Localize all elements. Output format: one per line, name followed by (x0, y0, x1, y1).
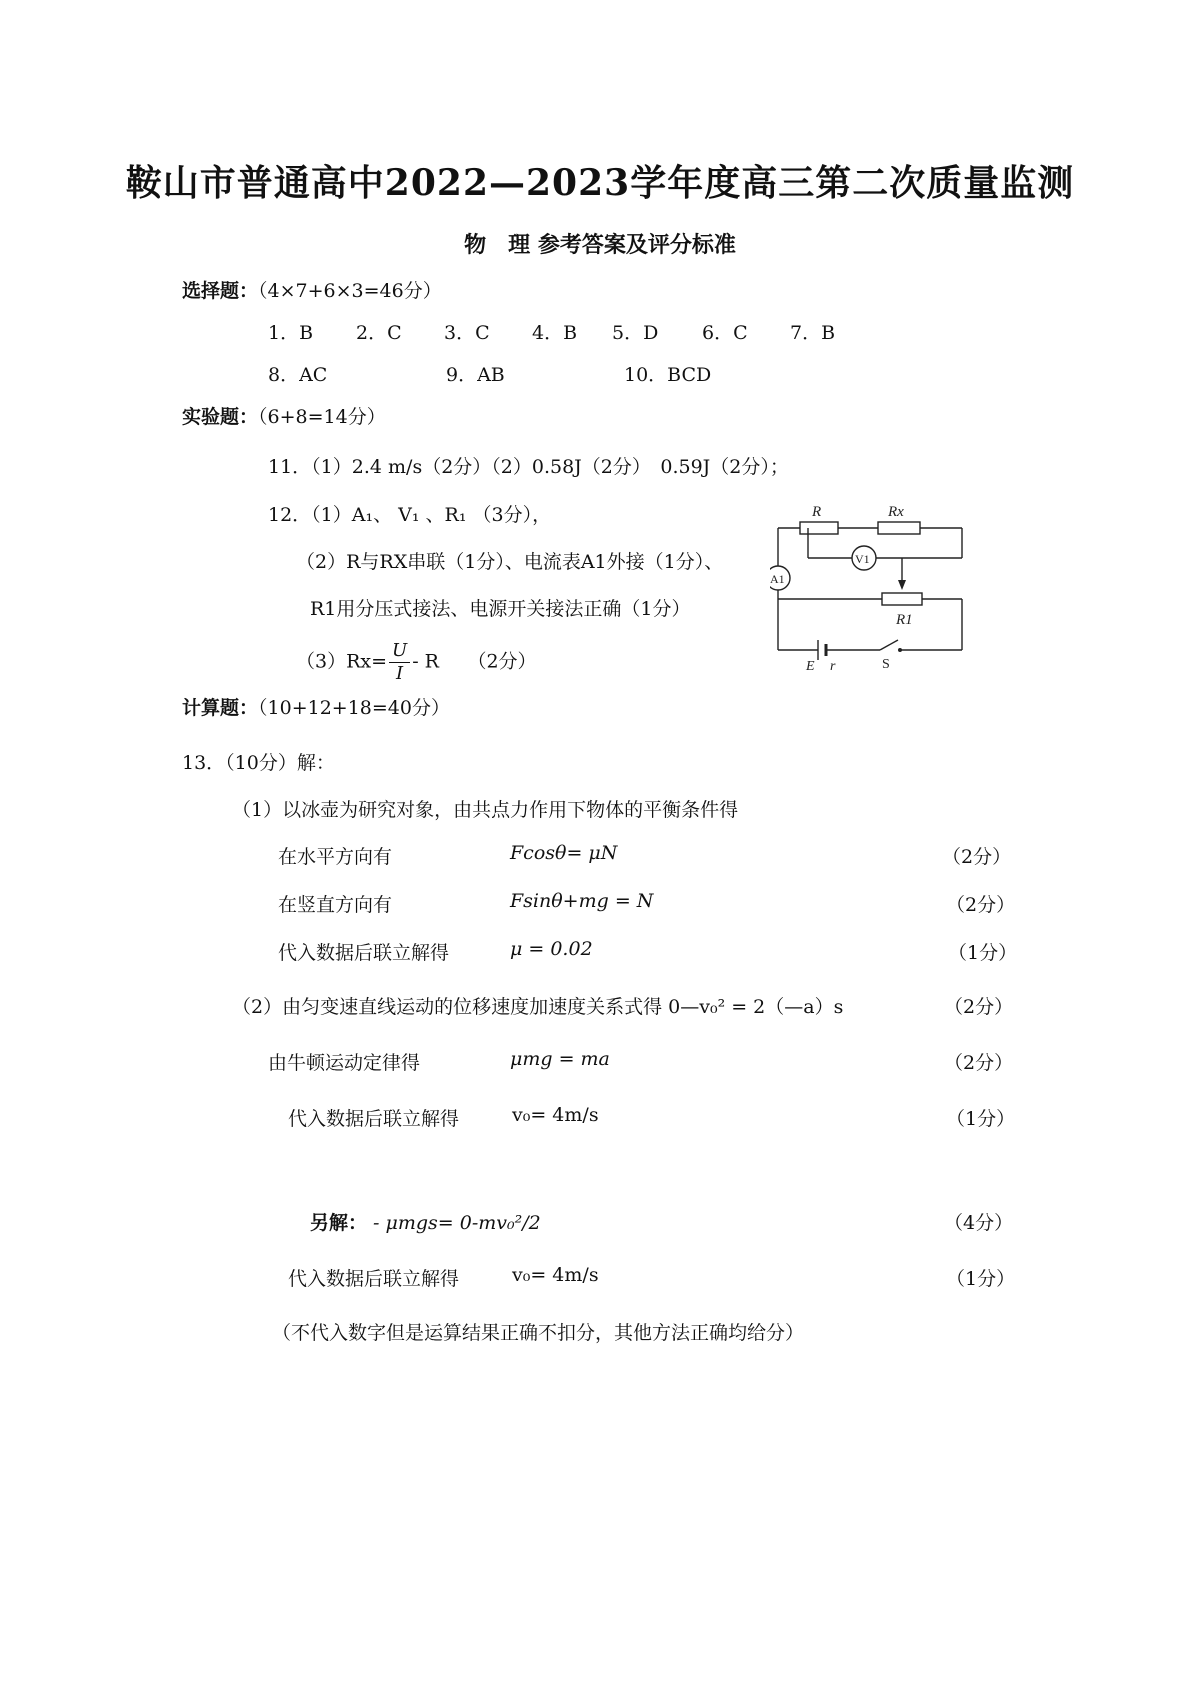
solve2-formula: v₀= 4m/s (512, 1264, 599, 1286)
q12-part2: （2）R与RX串联（1分）、电流表A1外接（1分）、 (296, 551, 724, 573)
alt-score: （4分） (944, 1212, 1014, 1234)
newton-text: 由牛顿运动定律得 (268, 1052, 421, 1074)
q13-part2-intro: （2）由匀变速直线运动的位移速度加速度关系式得 0—v₀² = 2（—a）s (232, 996, 844, 1018)
alt-formula: - μmgs= 0-mv₀²/2 (367, 1212, 541, 1234)
rheostat-r1-shape (882, 593, 922, 605)
calc-section-heading (182, 693, 450, 720)
row-vertical-formula: Fsinθ+mg = N (510, 890, 654, 912)
newton-score: （2分） (944, 1052, 1014, 1074)
resistor-r-shape (800, 522, 838, 534)
circuit-diagram (770, 498, 970, 670)
answer-2: 2．C (356, 322, 402, 344)
choice-label: 选择题： (182, 280, 259, 302)
row-vertical-text: 在竖直方向有 (278, 894, 393, 916)
calc-label: 计算题： (182, 697, 259, 719)
q12-formula-suffix: - R （2分） (412, 650, 537, 673)
newton-formula: μmg = ma (510, 1048, 610, 1070)
label-a1: A1 (770, 572, 785, 586)
answer-1: 1．B (268, 322, 314, 344)
q13-heading: 13．（10分）解： (182, 752, 335, 774)
q12-part1: 12．（1）A₁、 V₁ 、R₁ （3分）， (268, 504, 552, 526)
q13-part1-intro: （1）以冰壶为研究对象，由共点力作用下物体的平衡条件得 (232, 799, 739, 821)
label-e: E (806, 659, 815, 670)
q13-part2-score: （2分） (944, 996, 1014, 1018)
experiment-section-heading (182, 402, 386, 429)
row-horizontal-formula: Fcosθ= μN (510, 842, 618, 864)
u-over-i-fraction (389, 640, 410, 685)
choice-points: （4×7+6×3=46分） (258, 280, 442, 302)
experiment-label: 实验题： (182, 406, 259, 428)
label-v1: V1 (855, 552, 870, 566)
answer-6: 6．C (702, 322, 748, 344)
document-title: 鞍山市普通高中2022—2023学年度高三第二次质量监测 (125, 162, 1075, 204)
q12-formula-prefix: （3）Rx= (296, 650, 388, 673)
label-r1: R1 (896, 612, 913, 628)
solve2-score: （1分） (946, 1268, 1016, 1290)
answer-10: 10．BCD (624, 364, 712, 386)
answer-7: 7．B (790, 322, 836, 344)
calc-points: （10+12+18=40分） (258, 697, 450, 719)
alt-label: 另解： (310, 1212, 368, 1234)
q11-answer: 11．（1）2.4 m/s（2分）（2）0.58J（2分） 0.59J（2分）； (268, 456, 789, 478)
solve1-score: （1分） (946, 1108, 1016, 1130)
choice-section-heading (182, 276, 442, 303)
row-solve-score: （1分） (948, 942, 1018, 964)
fraction-numerator: U (389, 640, 410, 663)
answer-3: 3．C (444, 322, 490, 344)
q12-part4 (296, 640, 537, 685)
alt-solution (310, 1208, 541, 1235)
answer-8: 8．AC (268, 364, 328, 386)
solve1-text: 代入数据后联立解得 (288, 1108, 460, 1130)
label-rx: Rx (888, 504, 904, 520)
fraction-denominator: I (396, 663, 404, 684)
grading-note: （不代入数字但是运算结果正确不扣分，其他方法正确均给分） (272, 1322, 805, 1344)
label-r: R (812, 504, 822, 520)
solve2-text: 代入数据后联立解得 (288, 1268, 460, 1290)
row-horizontal-score: （2分） (942, 846, 1012, 868)
solve1-formula: v₀= 4m/s (512, 1104, 599, 1126)
document-subtitle: 物 理 参考答案及评分标准 (464, 232, 736, 258)
label-s: S (882, 657, 890, 670)
label-r-internal: r (830, 659, 836, 670)
answer-9: 9．AB (446, 364, 505, 386)
q12-part3: R1用分压式接法、电源开关接法正确（1分） (310, 598, 691, 620)
row-horizontal-text: 在水平方向有 (278, 846, 393, 868)
row-solve-formula: μ = 0.02 (510, 938, 593, 960)
resistor-rx-shape (878, 522, 920, 534)
row-solve-text: 代入数据后联立解得 (278, 942, 450, 964)
experiment-points: （6+8=14分） (258, 406, 386, 428)
answer-5: 5．D (612, 322, 659, 344)
row-vertical-score: （2分） (946, 894, 1016, 916)
answer-4: 4．B (532, 322, 578, 344)
